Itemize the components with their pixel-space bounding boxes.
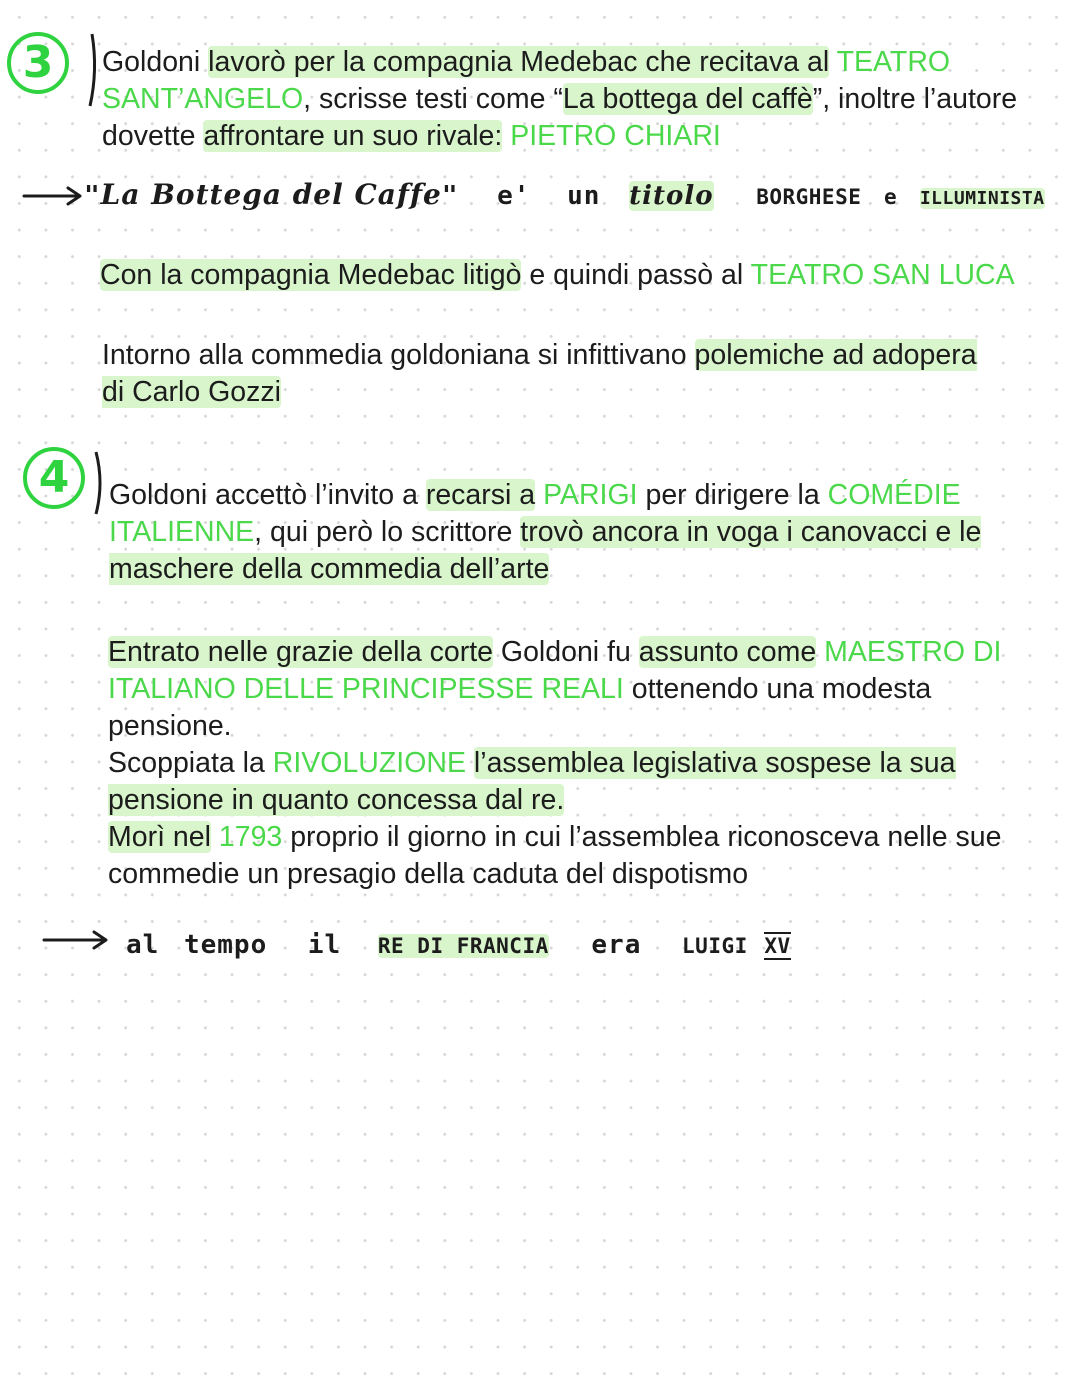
section-4-paragraph-2: Entrato nelle grazie della corte Goldoni fu assunto come MAESTRO DI ITALIANO DELLE PRINCIPESSE REALI ottenendo una modesta pensione. <box>108 636 1002 742</box>
section-3-number-circle <box>7 32 69 94</box>
section-4-paragraph-1: Goldoni accettò l’invito a recarsi a PARIGI per dirigere la COMÉDIE ITALIENNE, qui però lo scrittore trovò ancora in voga i canovacci e le maschere della commedia dell’arte <box>109 479 982 585</box>
arrow-right-icon <box>22 184 86 208</box>
section-3-paragraph-3: Intorno alla commedia goldoniana si infittivano polemiche ad adopera di Carlo Gozzi <box>102 339 977 408</box>
section-3-number: 3 <box>22 37 54 88</box>
arrow-right-icon-2 <box>42 928 112 952</box>
handwritten-note-re-di-francia: al tempo il RE DI FRANCIA era LUIGI XV <box>126 930 791 960</box>
section-4-paragraph-3: Scoppiata la RIVOLUZIONE l’assemblea legislativa sospese la sua pensione in quanto concessa dal re. <box>108 747 956 816</box>
handwritten-note-bottega: "La Bottega del Caffe" e' un titolo BORGHESE e ILLUMINISTA <box>84 178 1045 211</box>
section-4-number: 4 <box>38 452 70 503</box>
bracket-4-icon <box>80 448 110 518</box>
section-3-paragraph-1: Goldoni lavorò per la compagnia Medebac che recitava al TEATRO SANT’ANGELO, scrisse testi come “La bottega del caffè”, inoltre l’autore dovette affrontare un suo rivale: PIETRO CHIARI <box>102 46 1018 152</box>
roman-numeral: XV <box>764 934 791 958</box>
section-4-number-circle <box>23 447 85 509</box>
section-3-paragraph-2: Con la compagnia Medebac litigò e quindi passò al TEATRO SAN LUCA <box>100 259 1015 291</box>
bracket-3-icon <box>68 30 102 110</box>
section-4-paragraph-4: Morì nel 1793 proprio il giorno in cui l’assemblea riconosceva nelle sue commedie un presagio della caduta del dispotismo <box>108 821 1002 890</box>
